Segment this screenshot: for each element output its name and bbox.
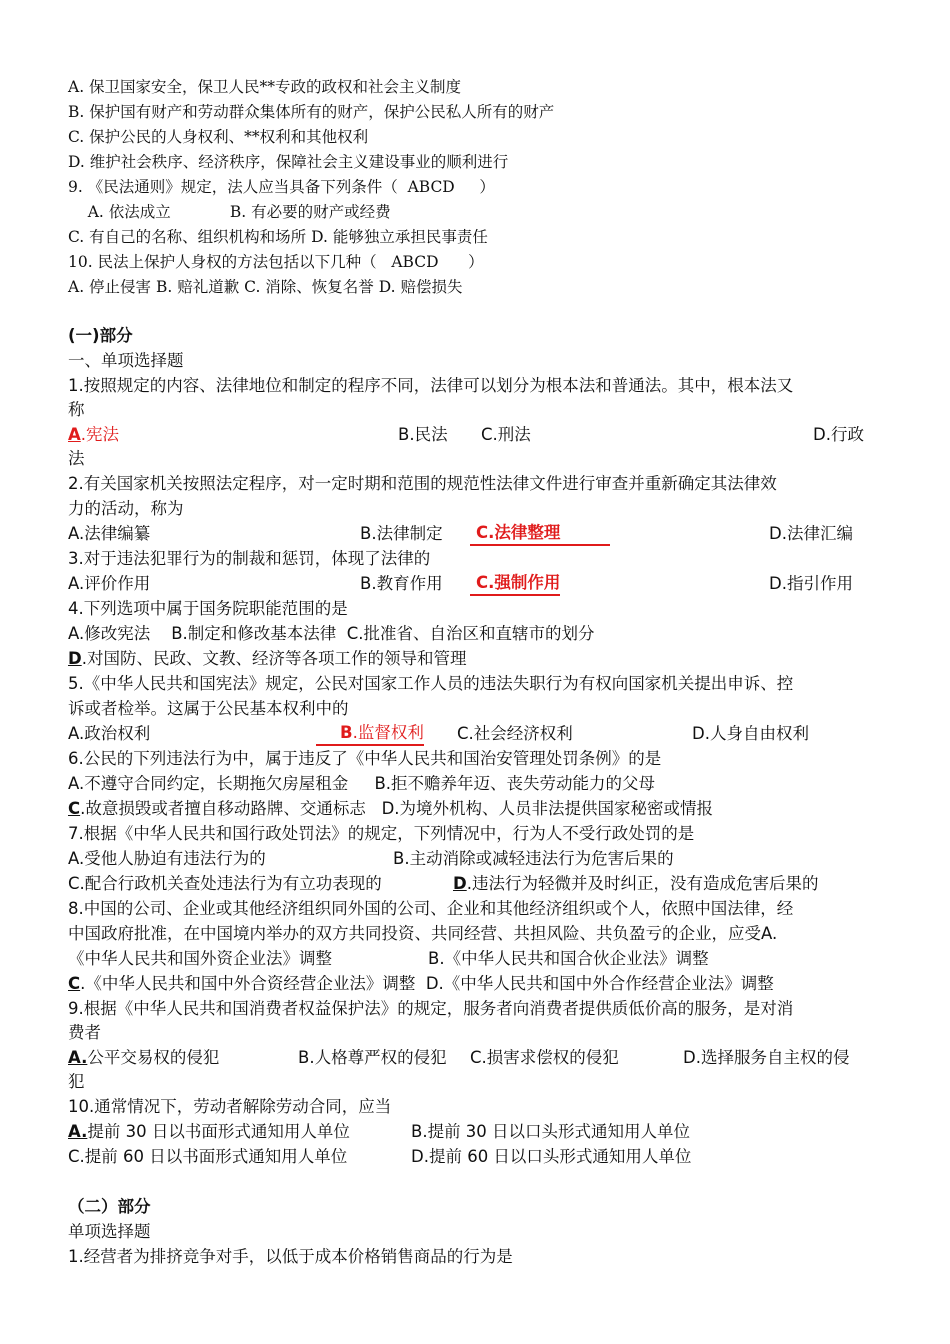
option-d: D.行政 [813, 425, 864, 444]
question-stem: 诉或者检举。这属于公民基本权利中的 [68, 699, 349, 718]
option-d: D.提前 60 日以口头形式通知用人单位 [411, 1147, 692, 1166]
option-b: B.教育作用 [360, 574, 443, 593]
options-abc: A.修改宪法 B.制定和修改基本法律 C.批准省、自治区和直辖市的划分 [68, 624, 595, 643]
answer-text: .对国防、民政、文教、经济等各项工作的领导和管理 [81, 649, 467, 668]
answer-option-a [68, 1120, 350, 1144]
option-a: A.受他人胁迫有违法行为的 [68, 849, 266, 868]
option-d: D.法律汇编 [769, 524, 853, 543]
question-stem: 3.对于违法犯罪行为的制裁和惩罚，体现了法律的 [68, 549, 431, 568]
answer-text: 提前 30 日以书面形式通知用人单位 [87, 1122, 350, 1141]
option-b: B.主动消除或减轻违法行为危害后果的 [393, 849, 674, 868]
answer-text: .《中华人民共和国中外合资经营企业法》调整 D.《中华人民共和国中外合作经营企业法》调整 [80, 974, 774, 993]
option-c: C.社会经济权利 [457, 724, 573, 743]
section-subtitle: 一、单项选择题 [68, 351, 184, 370]
answer-text: 公平交易权的侵犯 [87, 1048, 220, 1067]
answer-letter: A. [68, 1122, 88, 1141]
question-stem: 2.有关国家机关按照法定程序，对一定时期和范围的规范性法律文件进行审查并重新确定其法律效 [68, 474, 777, 493]
answer-option-c [470, 522, 610, 546]
answer-letter: A. [68, 1048, 88, 1067]
question-stem: 中国政府批准，在中国境内举办的双方共同投资、共同经营、共担风险、共负盈亏的企业，应受A. [68, 924, 778, 943]
answer-letter: C [68, 974, 81, 993]
answer-text: C.强制作用 [476, 573, 561, 592]
answer-option-c [68, 972, 774, 996]
answer-option-d [441, 872, 818, 896]
option-c: C.提前 60 日以书面形式通知用人单位 [68, 1147, 348, 1166]
answer-option-a [68, 423, 119, 447]
option-b: B.提前 30 日以口头形式通知用人单位 [411, 1122, 691, 1141]
answer-text: .宪法 [80, 425, 120, 444]
question-stem: 8.中国的公司、企业或其他经济组织同外国的公司、企业和其他经济组织或个人，依照中国法律，经 [68, 899, 794, 918]
option-a: A.政治权利 [68, 724, 151, 743]
option-d: D.指引作用 [769, 574, 853, 593]
option-b: B.法律制定 [360, 524, 443, 543]
question-stem: 1.经营者为排挤竞争对手，以低于成本价格销售商品的行为是 [68, 1247, 513, 1266]
answer-text: .监督权利 [352, 723, 424, 742]
option-d-cont: 犯 [68, 1072, 85, 1091]
answer-option-a [68, 1046, 219, 1070]
question-stem: 7.根据《中华人民共和国行政处罚法》的规定，下列情况中，行为人不受行政处罚的是 [68, 824, 695, 843]
question-stem: 5.《中华人民共和国宪法》规定，公民对国家工作人员的违法失职行为有权向国家机关提出申诉、控 [68, 674, 794, 693]
answer-text: .违法行为轻微并及时纠正，没有造成危害后果的 [466, 874, 819, 893]
answer-text: .故意损毁或者擅自移动路牌、交通标志 D.为境外机构、人员非法提供国家秘密或情报 [80, 799, 714, 818]
question-stem: 1.按照规定的内容、法律地位和制定的程序不同，法律可以划分为根本法和普通法。其中，根本法又 [68, 376, 794, 395]
text-line: C. 有自己的名称、组织机构和场所 D. 能够独立承担民事责任 [68, 228, 488, 246]
text-line: A. 依法成立 B. 有必要的财产或经费 [68, 203, 391, 221]
answer-letter: B [340, 723, 353, 742]
question-stem: 6.公民的下列违法行为中，属于违反了《中华人民共和国治安管理处罚条例》的是 [68, 749, 662, 768]
option-a: A.评价作用 [68, 574, 151, 593]
answer-letter: D [453, 874, 467, 893]
option-d-cont: 法 [68, 449, 85, 468]
question-stem: 费者 [68, 1023, 101, 1042]
option-b: B.民法 [398, 425, 448, 444]
option-b: B.人格尊严权的侵犯 [298, 1048, 447, 1067]
answer-letter: C [68, 799, 81, 818]
section-title: (一)部分 [68, 326, 133, 345]
answer-option-c [68, 797, 713, 821]
question-9: 9. 《民法通则》规定，法人应当具备下列条件（ ABCD ） [68, 178, 495, 196]
options-ab: A.不遵守合同约定，长期拖欠房屋租金 B.拒不赡养年迈、丧失劳动能力的父母 [68, 774, 656, 793]
section-subtitle: 单项选择题 [68, 1222, 151, 1241]
answer-letter: A [68, 425, 81, 444]
question-stem: 称 [68, 400, 85, 419]
question-stem: 9.根据《中华人民共和国消费者权益保护法》的规定，服务者向消费者提供质低价高的服务，是对消 [68, 999, 794, 1018]
option-c: C.损害求偿权的侵犯 [470, 1048, 619, 1067]
question-10: 10. 民法上保护人身权的方法包括以下几种（ ABCD ） [68, 253, 484, 271]
answer-option-b [316, 722, 424, 746]
answer-letter: D [68, 649, 82, 668]
option-c: C.刑法 [481, 425, 531, 444]
answer-option-d [68, 647, 466, 671]
option-c: C.配合行政机关查处违法行为有立功表现的 [68, 874, 382, 893]
section-title: （二）部分 [68, 1197, 151, 1216]
text-line: A. 停止侵害 B. 赔礼道歉 C. 消除、恢复名誉 D. 赔偿损失 [68, 278, 463, 296]
question-stem: 力的活动，称为 [68, 499, 184, 518]
option-a: 《中华人民共和国外资企业法》调整 [68, 949, 332, 968]
text-line: C. 保护公民的人身权利、**权利和其他权利 [68, 128, 369, 146]
text-line: A. 保卫国家安全，保卫人民**专政的政权和社会主义制度 [68, 78, 462, 96]
question-stem: 10.通常情况下，劳动者解除劳动合同，应当 [68, 1097, 392, 1116]
option-d: D.选择服务自主权的侵 [683, 1048, 850, 1067]
text-line: B. 保护国有财产和劳动群众集体所有的财产，保护公民私人所有的财产 [68, 103, 555, 121]
text-line: D. 维护社会秩序、经济秩序，保障社会主义建设事业的顺利进行 [68, 153, 509, 171]
answer-option-c [470, 572, 560, 596]
option-a: A.法律编纂 [68, 524, 151, 543]
answer-text: C.法律整理 [476, 523, 561, 542]
question-stem: 4.下列选项中属于国务院职能范围的是 [68, 599, 348, 618]
option-d: D.人身自由权利 [692, 724, 809, 743]
option-b: B.《中华人民共和国合伙企业法》调整 [428, 949, 709, 968]
